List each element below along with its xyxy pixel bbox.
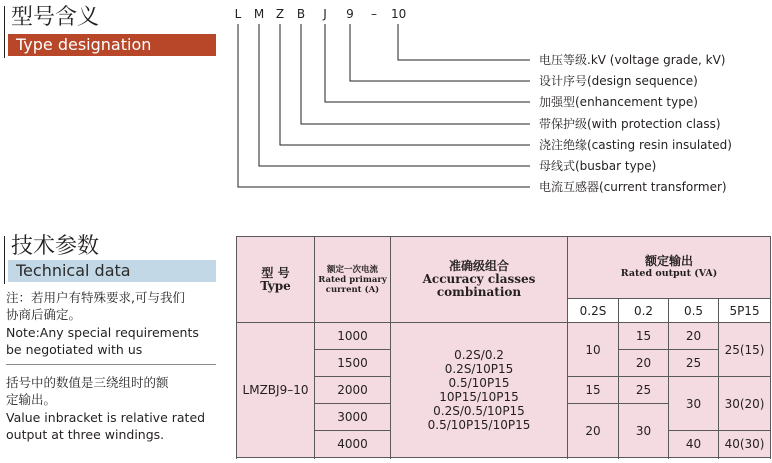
header-current-en1: Rated primary xyxy=(318,274,387,285)
class-0-5: 0.5 xyxy=(669,299,719,323)
section-bar xyxy=(4,236,5,284)
combination-item: 0.2S/10P15 xyxy=(444,362,514,376)
label-design-sequence: 设计序号(design sequence) xyxy=(539,74,698,88)
technical-title-en: Technical data xyxy=(8,260,216,282)
label-casting-resin: 浇注绝缘(casting resin insulated) xyxy=(539,138,732,152)
combination-item: 10P15/10P15 xyxy=(439,390,519,404)
label-busbar-type: 母线式(busbar type) xyxy=(539,159,657,173)
current-1000: 1000 xyxy=(315,323,391,350)
combination-item: 0.5/10P15 xyxy=(448,376,510,390)
current-2000: 2000 xyxy=(315,377,391,404)
note2-cn-line2: 定输出。 xyxy=(6,392,57,407)
code-l: L xyxy=(234,7,242,21)
header-type-en: Type xyxy=(260,278,291,293)
code-m: M xyxy=(253,7,265,21)
label-voltage-grade: 电压等级.kV (voltage grade, kV) xyxy=(539,53,726,67)
output-05-a: 20 xyxy=(669,323,719,350)
current-3000: 3000 xyxy=(315,404,391,431)
label-enhancement-type: 加强型(enhancement type) xyxy=(539,95,698,109)
output-5p15-a: 25(15) xyxy=(719,323,771,377)
class-0-2s: 0.2S xyxy=(568,299,619,323)
type-cell: LMZBJ9–10 xyxy=(237,323,315,458)
current-1500: 1500 xyxy=(315,350,391,377)
current-4000: 4000 xyxy=(315,431,391,458)
header-accuracy-en2: combination xyxy=(436,285,522,299)
code-9: 9 xyxy=(346,7,354,21)
output-02-a: 15 xyxy=(619,323,669,350)
code-dash: – xyxy=(371,7,377,21)
output-05-b: 25 xyxy=(669,350,719,377)
label-protection-class: 带保护级(with protection class) xyxy=(539,117,721,131)
accuracy-combinations xyxy=(391,323,568,458)
technical-data-table xyxy=(236,236,771,458)
output-05-c: 30 xyxy=(669,377,719,431)
combination-item: 0.2S/0.2 xyxy=(454,348,504,362)
header-accuracy-cn: 准确级组合 xyxy=(448,259,509,273)
designation-title-cn: 型号含义 xyxy=(11,5,100,30)
note2-en-line1: Value inbracket is relative rated xyxy=(6,410,206,425)
header-current-en2: current (A) xyxy=(325,284,380,295)
output-02-b: 20 xyxy=(619,350,669,377)
header-output-en: Rated output (VA) xyxy=(620,268,718,279)
header-type-cn: 型 号 xyxy=(261,265,290,280)
note-divider xyxy=(6,364,216,365)
class-0-2: 0.2 xyxy=(619,299,669,323)
note2-en-line2: output at three windings. xyxy=(6,427,165,442)
header-output xyxy=(568,237,771,299)
note2-cn-line1: 括号中的数值是三绕组时的额 xyxy=(6,375,169,390)
note1-cn-line2: 协商后确定。 xyxy=(6,307,82,322)
note1-cn-line1: 注：若用户有特殊要求,可与我们 xyxy=(6,290,185,305)
output-5p15-b: 30(20) xyxy=(719,377,771,431)
combination-item: 0.5/10P15/10P15 xyxy=(427,418,531,432)
code-b: B xyxy=(296,7,306,21)
output-02s-b: 15 xyxy=(568,377,619,404)
code-z: Z xyxy=(275,7,285,21)
note1-en-line1: Note:Any special requirements xyxy=(6,325,199,340)
output-05-d: 40 xyxy=(669,431,719,458)
output-02s-c: 20 xyxy=(568,404,619,458)
technical-title-cn: 技术参数 xyxy=(11,234,100,259)
output-02s-a: 10 xyxy=(568,323,619,377)
header-output-cn: 额定输出 xyxy=(645,254,694,268)
note1-en-line2: be negotiated with us xyxy=(6,342,143,357)
header-type xyxy=(237,237,315,323)
combination-item: 0.2S/0.5/10P15 xyxy=(433,404,525,418)
output-02-d: 30 xyxy=(619,404,669,458)
code-j: J xyxy=(323,7,327,21)
header-accuracy xyxy=(391,237,568,323)
output-02-c: 25 xyxy=(619,377,669,404)
header-current-cn: 额定一次电流 xyxy=(326,264,378,275)
label-current-transformer: 电流互感器(current transformer) xyxy=(539,180,727,194)
header-current xyxy=(315,237,391,323)
header-accuracy-en1: Accuracy classes xyxy=(422,272,536,286)
code-10: 10 xyxy=(391,7,407,21)
class-5p15: 5P15 xyxy=(719,299,771,323)
output-5p15-c: 40(30) xyxy=(719,431,771,458)
designation-title-en: Type designation xyxy=(8,34,216,56)
